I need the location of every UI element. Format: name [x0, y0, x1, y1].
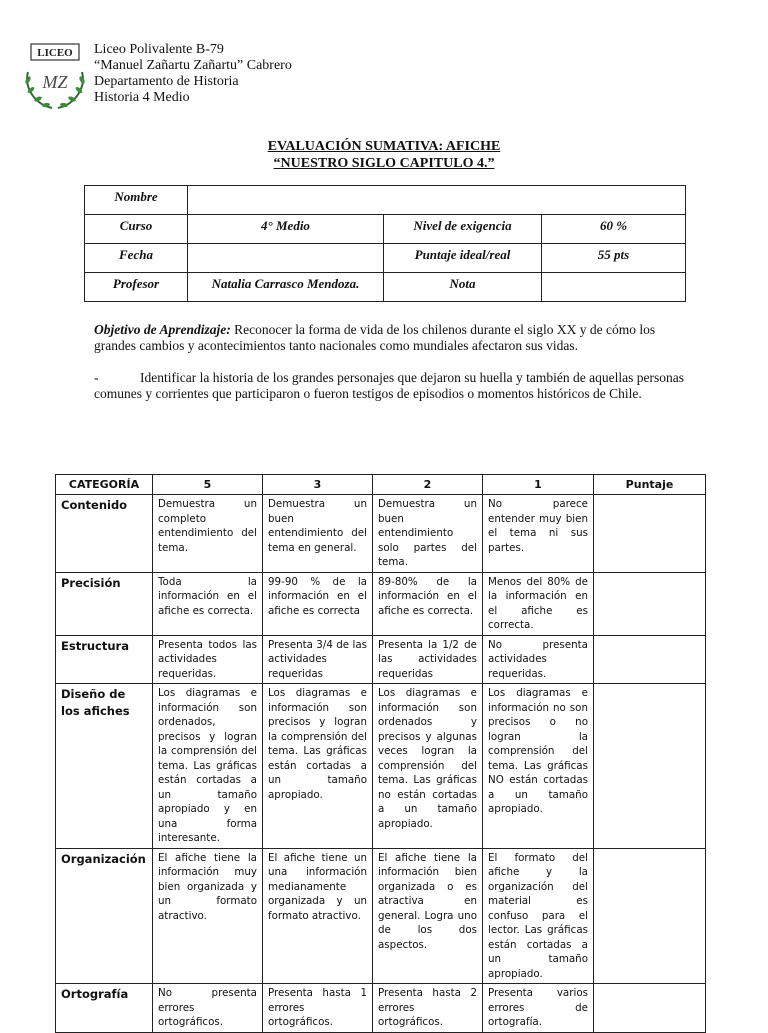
course-subject: Historia 4 Medio [94, 90, 190, 105]
info-row-profesor [85, 273, 686, 302]
criterion-2: Presenta la 1/2 de las actividades requeridas [373, 635, 483, 684]
score-cell[interactable] [594, 635, 706, 684]
curso-label: Curso [85, 215, 188, 244]
header-categoria: CATEGORÍA [56, 475, 153, 495]
nombre-label: Nombre [85, 186, 188, 215]
title-line-2: “NUESTRO SIGLO CAPITULO 4.” [273, 156, 495, 171]
score-cell[interactable] [594, 848, 706, 984]
objective-label: Objetivo de Aprendizaje: [94, 322, 231, 337]
nombre-field[interactable] [188, 186, 686, 215]
rubric-row-contenido [56, 495, 706, 573]
school-full-name: “Manuel Zañartu Zañartu” Cabrero [94, 58, 292, 73]
criterion-3: Presenta hasta 1 errores ortográficos. [263, 984, 373, 1033]
objective-text: Reconocer la forma de vida de los chilenos durante el siglo XX y de cómo los grandes cambios y acontecimientos tanto nacionales como mundiales afectaron sus vidas. [94, 322, 656, 353]
score-cell[interactable] [594, 495, 706, 573]
criterion-1: No parece entender muy bien el tema ni sus partes. [483, 495, 594, 573]
criterion-5: Toda la información en el afiche es correcta. [153, 572, 263, 635]
profesor-value: Natalia Carrasco Mendoza. [188, 273, 384, 302]
nivel-value: 60 % [542, 215, 686, 244]
criterion-3: Los diagramas e información son precisos y logran la comprensión del tema. Las gráficas están cortadas a un tamaño apropiado. [263, 684, 373, 849]
nota-field[interactable] [542, 273, 686, 302]
department: Departamento de Historia [94, 74, 239, 89]
criterion-2: El afiche tiene la información bien organizada o es atractiva en general. Logra uno de los dos aspectos. [373, 848, 483, 984]
curso-value: 4° Medio [188, 215, 384, 244]
learning-objective [94, 322, 694, 354]
header-2: 2 [373, 475, 483, 495]
title-line-1: EVALUACIÓN SUMATIVA: AFICHE [267, 139, 501, 154]
criterion-5: Presenta todos las actividades requeridas. [153, 635, 263, 684]
header-1: 1 [483, 475, 594, 495]
nivel-label: Nivel de exigencia [384, 215, 542, 244]
school-name: Liceo Polivalente B-79 [94, 42, 224, 57]
rubric-row-organizacion [56, 848, 706, 984]
header-5: 5 [153, 475, 263, 495]
logo-text: LICEO [37, 47, 73, 59]
category-label: Contenido [56, 495, 153, 573]
school-logo [22, 42, 88, 112]
info-row-curso [85, 215, 686, 244]
category-label: Organización [56, 848, 153, 984]
header-puntaje: Puntaje [594, 475, 706, 495]
category-label: Precisión [56, 572, 153, 635]
school-info [94, 42, 292, 106]
score-cell[interactable] [594, 572, 706, 635]
bullet-text: Identificar la historia de los grandes personajes que dejaron su huella y también de aquellas personas comunes y corrientes que participaron o fueron testigos de episodios o momentos históricos de Chile. [94, 370, 684, 401]
student-info-table [84, 185, 686, 302]
evaluation-title [0, 138, 768, 172]
criterion-2: Demuestra un buen entendimiento solo partes del tema. [373, 495, 483, 573]
rubric-row-precision [56, 572, 706, 635]
criterion-5: El afiche tiene la información muy bien organizada y un formato atractivo. [153, 848, 263, 984]
fecha-field[interactable] [188, 244, 384, 273]
criterion-2: Presenta hasta 2 errores ortográficos. [373, 984, 483, 1033]
rubric-row-ortografia [56, 984, 706, 1033]
criterion-5: Demuestra un completo entendimiento del tema. [153, 495, 263, 573]
criterion-2: 89-80% de la información en el afiche es correcta. [373, 572, 483, 635]
bullet-dash: - [94, 370, 99, 385]
criterion-5: No presenta errores ortográficos. [153, 984, 263, 1033]
rubric-row-estructura [56, 635, 706, 684]
info-row-fecha [85, 244, 686, 273]
header-3: 3 [263, 475, 373, 495]
criterion-1: No presenta actividades requeridas. [483, 635, 594, 684]
objective-point [94, 370, 694, 402]
puntaje-label: Puntaje ideal/real [384, 244, 542, 273]
criterion-3: Presenta 3/4 de las actividades requeridas [263, 635, 373, 684]
fecha-label: Fecha [85, 244, 188, 273]
profesor-label: Profesor [85, 273, 188, 302]
category-label: Diseño de los afiches [56, 684, 153, 849]
criterion-1: Presenta varios errores de ortografía. [483, 984, 594, 1033]
puntaje-value: 55 pts [542, 244, 686, 273]
rubric-row-diseno [56, 684, 706, 849]
document-header [22, 42, 742, 122]
info-row-nombre [85, 186, 686, 215]
criterion-2: Los diagramas e información son ordenados y precisos y algunas veces logran la comprensión del tema. Las gráficas no están cortadas a un tamaño apropiado. [373, 684, 483, 849]
logo-monogram: MZ [42, 72, 68, 92]
score-cell[interactable] [594, 684, 706, 849]
criterion-1: Los diagramas e información no son precisos o no logran la comprensión del tema. Las gráficas NO están cortadas a un tamaño apropiado. [483, 684, 594, 849]
rubric-header-row [56, 475, 706, 495]
rubric-table [55, 474, 706, 1033]
criterion-1: Menos del 80% de la información en el afiche es correcta. [483, 572, 594, 635]
criterion-3: Demuestra un buen entendimiento del tema en general. [263, 495, 373, 573]
criterion-3: El afiche tiene un una información medianamente organizada y un formato atractivo. [263, 848, 373, 984]
criterion-1: El formato del afiche y la organización del material es confuso para el lector. Las gráficas están cortadas a un tamaño apropiado. [483, 848, 594, 984]
category-label: Ortografía [56, 984, 153, 1033]
criterion-3: 99-90 % de la información en el afiche es correcta [263, 572, 373, 635]
criterion-5: Los diagramas e información son ordenados, precisos y logran la comprensión del tema. Las gráficas están cortadas a un tamaño apropiado y en una forma interesante. [153, 684, 263, 849]
nota-label: Nota [384, 273, 542, 302]
category-label: Estructura [56, 635, 153, 684]
score-cell[interactable] [594, 984, 706, 1033]
